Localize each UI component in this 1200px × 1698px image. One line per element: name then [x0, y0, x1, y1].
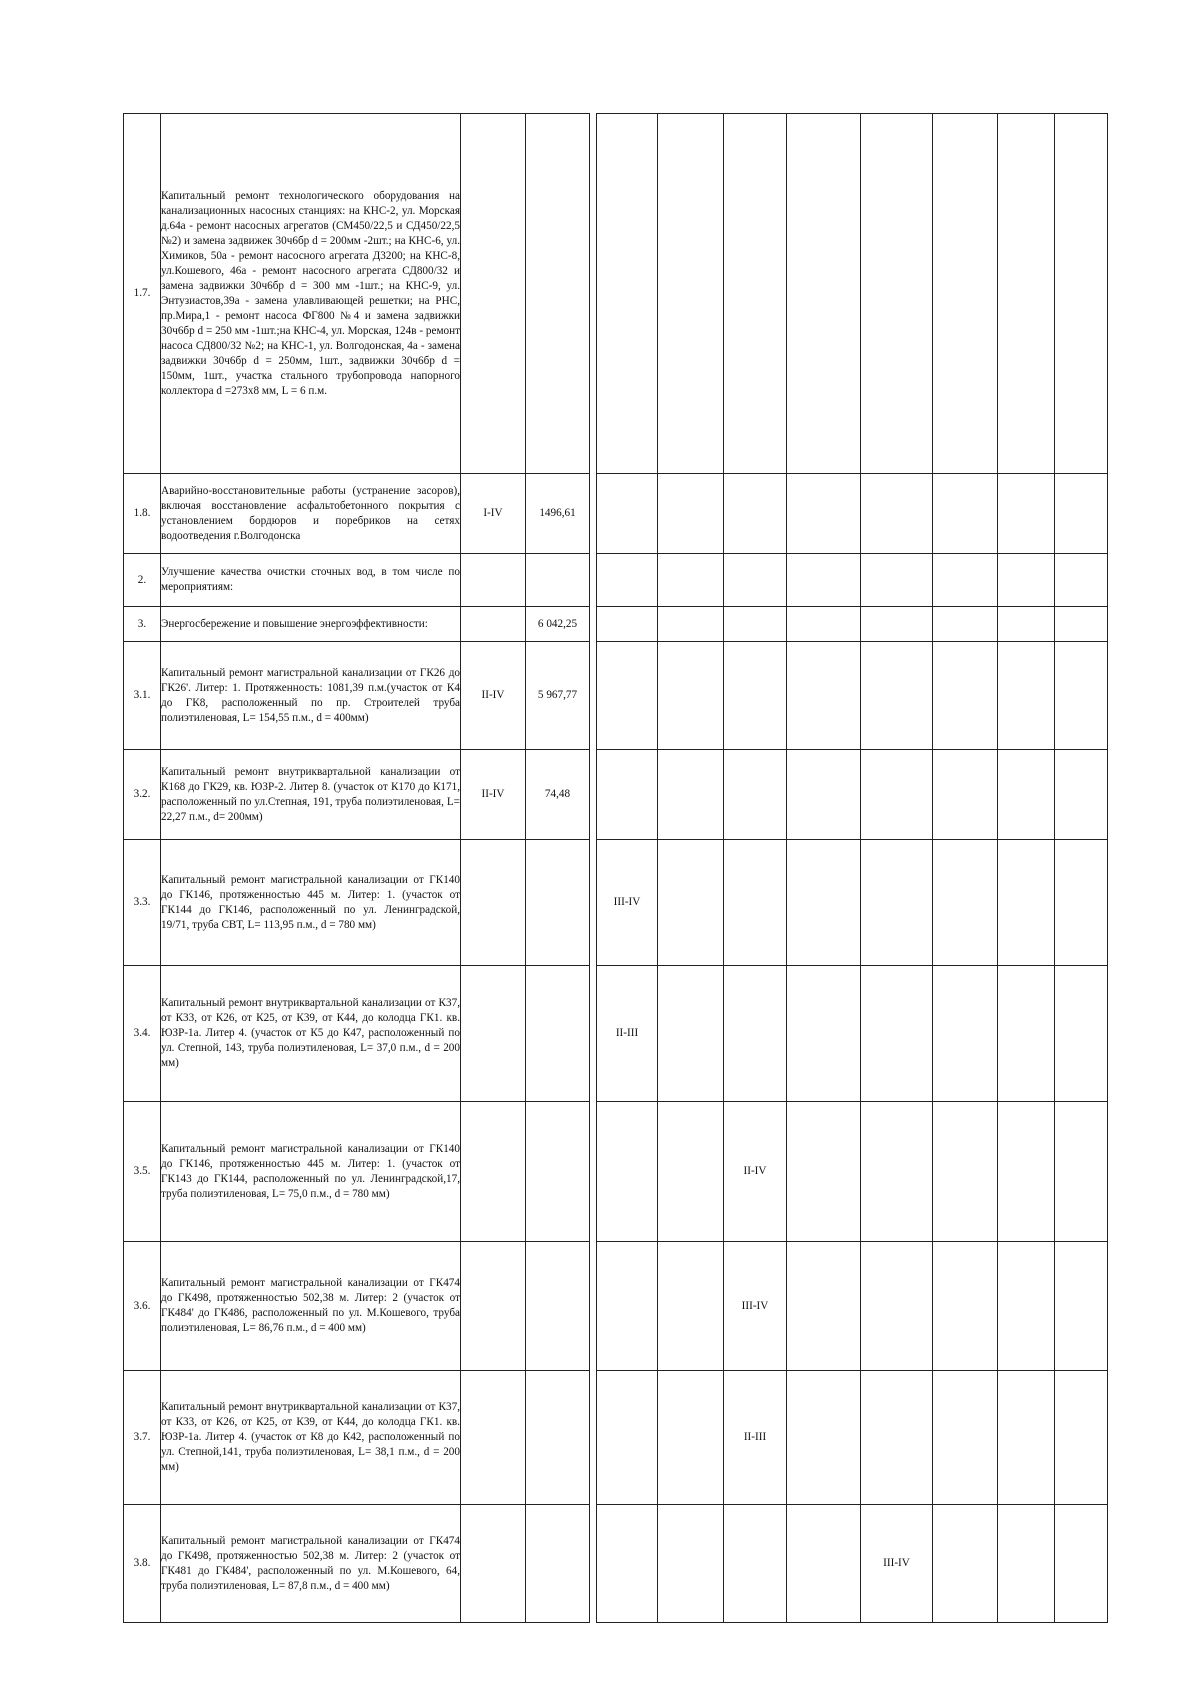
row-col-8	[1055, 1242, 1108, 1371]
row-col-6	[933, 607, 998, 642]
row-category	[461, 966, 526, 1102]
row-col-2	[658, 114, 724, 474]
column-gap	[590, 607, 597, 642]
row-col-4	[787, 966, 861, 1102]
row-col-4	[787, 1371, 861, 1505]
table-row	[124, 114, 1108, 474]
row-description: Капитальный ремонт внутриквартальной канализации от К168 до ГК29, кв. ЮЗР-2. Литер 8. (участок от К170 до К171, расположенный по ул.Степная, 191, труба полиэтиленовая, L= 22,27 п.м., d= 200мм)	[161, 750, 461, 840]
column-gap	[590, 114, 597, 474]
row-col-1: III-IV	[597, 840, 658, 966]
row-cost: 6 042,25	[526, 607, 590, 642]
row-col-8	[1055, 750, 1108, 840]
row-col-7	[998, 1505, 1055, 1623]
row-cost	[526, 1505, 590, 1623]
row-col-6	[933, 840, 998, 966]
row-col-5	[861, 642, 933, 750]
row-number: 2.	[124, 554, 161, 607]
row-cost: 5 967,77	[526, 642, 590, 750]
row-cost	[526, 1102, 590, 1242]
column-gap	[590, 840, 597, 966]
row-col-6	[933, 966, 998, 1102]
row-number: 3.5.	[124, 1102, 161, 1242]
row-col-3	[724, 1505, 787, 1623]
row-col-3	[724, 474, 787, 554]
row-col-3	[724, 114, 787, 474]
row-col-3	[724, 966, 787, 1102]
row-col-8	[1055, 642, 1108, 750]
row-col-7	[998, 750, 1055, 840]
row-col-7	[998, 114, 1055, 474]
row-col-6	[933, 750, 998, 840]
row-cost	[526, 1242, 590, 1371]
row-col-1	[597, 1505, 658, 1623]
row-col-6	[933, 1102, 998, 1242]
row-number: 3.4.	[124, 966, 161, 1102]
row-col-3: III-IV	[724, 1242, 787, 1371]
row-description: Капитальный ремонт внутриквартальной канализации от К37, от К33, от К26, от К25, от К39, от К44, до колодца ГК1. кв. ЮЗР-1а. Литер 4. (участок от К8 до К42, расположенный по ул. Степной,141, труба полиэтиленовая, L= 38,1 п.м., d = 200 мм)	[161, 1371, 461, 1505]
row-col-7	[998, 1102, 1055, 1242]
row-cost: 1496,61	[526, 474, 590, 554]
row-col-3	[724, 840, 787, 966]
row-col-7	[998, 607, 1055, 642]
table-row	[124, 1102, 1108, 1242]
row-col-1	[597, 474, 658, 554]
row-col-5	[861, 474, 933, 554]
row-number: 1.8.	[124, 474, 161, 554]
row-col-8	[1055, 1371, 1108, 1505]
row-col-2	[658, 1371, 724, 1505]
table-row	[124, 474, 1108, 554]
row-col-4	[787, 554, 861, 607]
row-col-7	[998, 1242, 1055, 1371]
row-col-2	[658, 840, 724, 966]
row-col-7	[998, 840, 1055, 966]
row-category	[461, 554, 526, 607]
row-cost	[526, 554, 590, 607]
row-category: I-IV	[461, 474, 526, 554]
row-col-8	[1055, 966, 1108, 1102]
column-gap	[590, 750, 597, 840]
row-description: Капитальный ремонт магистральной канализации от ГК140 до ГК146, протяженностью 445 м. Литер: 1. (участок от ГК144 до ГК146, расположенный по ул. Ленинградской, 19/71, труба СВТ, L= 113,95 п.м., d = 780 мм)	[161, 840, 461, 966]
row-category	[461, 114, 526, 474]
table-row	[124, 1505, 1108, 1623]
row-col-2	[658, 474, 724, 554]
row-number: 3.3.	[124, 840, 161, 966]
row-col-6	[933, 554, 998, 607]
column-gap	[590, 1242, 597, 1371]
row-col-6	[933, 1371, 998, 1505]
row-number: 3.7.	[124, 1371, 161, 1505]
row-col-5	[861, 1102, 933, 1242]
row-col-4	[787, 1242, 861, 1371]
row-col-1	[597, 750, 658, 840]
row-category	[461, 1102, 526, 1242]
row-number: 3.1.	[124, 642, 161, 750]
row-col-2	[658, 642, 724, 750]
row-description: Капитальный ремонт магистральной канализации от ГК26 до ГК26'. Литер: 1. Протяженность: 1081,39 п.м.(участок от К4 до ГК8, расположенный по пр. Строителей труба полиэтиленовая, L= 154,55 п.м., d = 400мм)	[161, 642, 461, 750]
row-category	[461, 1505, 526, 1623]
row-number: 3.2.	[124, 750, 161, 840]
table-row	[124, 840, 1108, 966]
row-category	[461, 840, 526, 966]
table-row	[124, 1242, 1108, 1371]
row-category: II-IV	[461, 642, 526, 750]
row-description: Улучшение качества очистки сточных вод, в том числе по мероприятиям:	[161, 554, 461, 607]
column-gap	[590, 1371, 597, 1505]
row-col-5	[861, 750, 933, 840]
row-col-2	[658, 1242, 724, 1371]
row-number: 3.8.	[124, 1505, 161, 1623]
row-description: Аварийно-восстановительные работы (устранение засоров), включая восстановление асфальтобетонного покрытия с установлением бордюров и поребриков на сетях водоотведения г.Волгодонска	[161, 474, 461, 554]
row-col-5: III-IV	[861, 1505, 933, 1623]
row-col-7	[998, 966, 1055, 1102]
row-col-5	[861, 966, 933, 1102]
table-row	[124, 966, 1108, 1102]
row-col-8	[1055, 554, 1108, 607]
row-col-7	[998, 642, 1055, 750]
row-cost: 74,48	[526, 750, 590, 840]
row-col-1	[597, 1371, 658, 1505]
row-number: 3.6.	[124, 1242, 161, 1371]
row-col-3	[724, 642, 787, 750]
row-col-6	[933, 642, 998, 750]
row-col-6	[933, 114, 998, 474]
row-col-1	[597, 1102, 658, 1242]
row-col-5	[861, 554, 933, 607]
row-number: 1.7.	[124, 114, 161, 474]
column-gap	[590, 554, 597, 607]
table-row	[124, 750, 1108, 840]
row-col-2	[658, 966, 724, 1102]
row-col-5	[861, 114, 933, 474]
row-description: Капитальный ремонт магистральной канализации от ГК474 до ГК498, протяженностью 502,38 м. Литер: 2 (участок от ГК481 до ГК484', расположенный по ул. М.Кошевого, 64, труба полиэтиленовая, L= 87,8 п.м., d = 400 мм)	[161, 1505, 461, 1623]
row-cost	[526, 840, 590, 966]
table-row	[124, 607, 1108, 642]
row-col-1	[597, 1242, 658, 1371]
row-col-2	[658, 1505, 724, 1623]
table-row	[124, 554, 1108, 607]
column-gap	[590, 1102, 597, 1242]
row-col-4	[787, 1102, 861, 1242]
row-col-3	[724, 554, 787, 607]
row-col-4	[787, 474, 861, 554]
row-col-4	[787, 607, 861, 642]
row-col-5	[861, 607, 933, 642]
row-col-3	[724, 607, 787, 642]
row-category	[461, 1371, 526, 1505]
row-col-2	[658, 554, 724, 607]
table-body	[124, 114, 1108, 1623]
row-col-8	[1055, 1102, 1108, 1242]
row-col-2	[658, 607, 724, 642]
row-col-1	[597, 554, 658, 607]
row-col-6	[933, 1505, 998, 1623]
row-col-4	[787, 642, 861, 750]
table-row	[124, 1371, 1108, 1505]
row-col-5	[861, 1242, 933, 1371]
row-col-6	[933, 1242, 998, 1371]
row-cost	[526, 114, 590, 474]
row-col-8	[1055, 840, 1108, 966]
row-col-4	[787, 840, 861, 966]
row-description: Капитальный ремонт технологического оборудования на канализационных насосных станциях: на КНС-2, ул. Морская д.64а - ремонт насосных агрегатов (СМ450/22,5 и СД450/22,5 №2) и замена задвижек 30ч6бр d = 200мм -2шт.; на КНС-6, ул. Химиков, 50а - ремонт насосного агрегата Д3200; на КНС-8, ул.Кошевого, 46а - ремонт насосного агрегата СД800/32 и замена задвижки 30ч6бр d = 300 мм -1шт.; на КНС-9, ул. Энтузиастов,39а - замена улавливающей решетки; на РНС, пр.Мира,1 - ремонт насоса ФГ800 №4 и замена задвижки 30ч6бр d = 250 мм -1шт.;на КНС-4, ул. Морская, 124в - ремонт насоса СД800/32 №2; на КНС-1, ул. Волгодонская, 4а - замена задвижки 30ч6бр d = 250мм, 1шт., задвижки 30ч6бр d = 150мм, 1шт., участка стального трубопровода напорного коллектора d =273х8 мм, L = 6 п.м.	[161, 114, 461, 474]
row-col-7	[998, 554, 1055, 607]
works-table	[123, 113, 1108, 1623]
row-col-7	[998, 474, 1055, 554]
row-col-7	[998, 1371, 1055, 1505]
row-category	[461, 1242, 526, 1371]
row-description: Капитальный ремонт внутриквартальной канализации от К37, от К33, от К26, от К25, от К39, от К44, до колодца ГК1. кв. ЮЗР-1а. Литер 4. (участок от К5 до К47, расположенный по ул. Степной, 143, труба полиэтиленовая, L= 37,0 п.м., d = 200 мм)	[161, 966, 461, 1102]
row-category: II-IV	[461, 750, 526, 840]
column-gap	[590, 966, 597, 1102]
row-col-8	[1055, 474, 1108, 554]
row-col-2	[658, 750, 724, 840]
row-col-1	[597, 642, 658, 750]
row-col-1	[597, 607, 658, 642]
row-col-5	[861, 1371, 933, 1505]
row-cost	[526, 1371, 590, 1505]
row-col-8	[1055, 1505, 1108, 1623]
row-col-3: II-III	[724, 1371, 787, 1505]
row-cost	[526, 966, 590, 1102]
row-col-3: II-IV	[724, 1102, 787, 1242]
row-col-4	[787, 1505, 861, 1623]
row-number: 3.	[124, 607, 161, 642]
row-description: Капитальный ремонт магистральной канализации от ГК140 до ГК146, протяженностью 445 м. Литер: 1. (участок от ГК143 до ГК144, расположенный по ул. Ленинградской,17, труба полиэтиленовая, L= 75,0 п.м., d = 780 мм)	[161, 1102, 461, 1242]
row-col-1	[597, 114, 658, 474]
table-row	[124, 642, 1108, 750]
column-gap	[590, 1505, 597, 1623]
row-col-5	[861, 840, 933, 966]
row-description: Энергосбережение и повышение энергоэффективности:	[161, 607, 461, 642]
row-col-8	[1055, 114, 1108, 474]
column-gap	[590, 474, 597, 554]
row-col-4	[787, 114, 861, 474]
row-description: Капитальный ремонт магистральной канализации от ГК474 до ГК498, протяженностью 502,38 м. Литер: 2 (участок от ГК484' до ГК486, расположенный по ул. М.Кошевого, труба полиэтиленовая, L= 86,76 п.м., d = 400 мм)	[161, 1242, 461, 1371]
row-col-6	[933, 474, 998, 554]
row-col-1: II-III	[597, 966, 658, 1102]
row-category	[461, 607, 526, 642]
row-col-8	[1055, 607, 1108, 642]
column-gap	[590, 642, 597, 750]
row-col-4	[787, 750, 861, 840]
row-col-3	[724, 750, 787, 840]
row-col-2	[658, 1102, 724, 1242]
